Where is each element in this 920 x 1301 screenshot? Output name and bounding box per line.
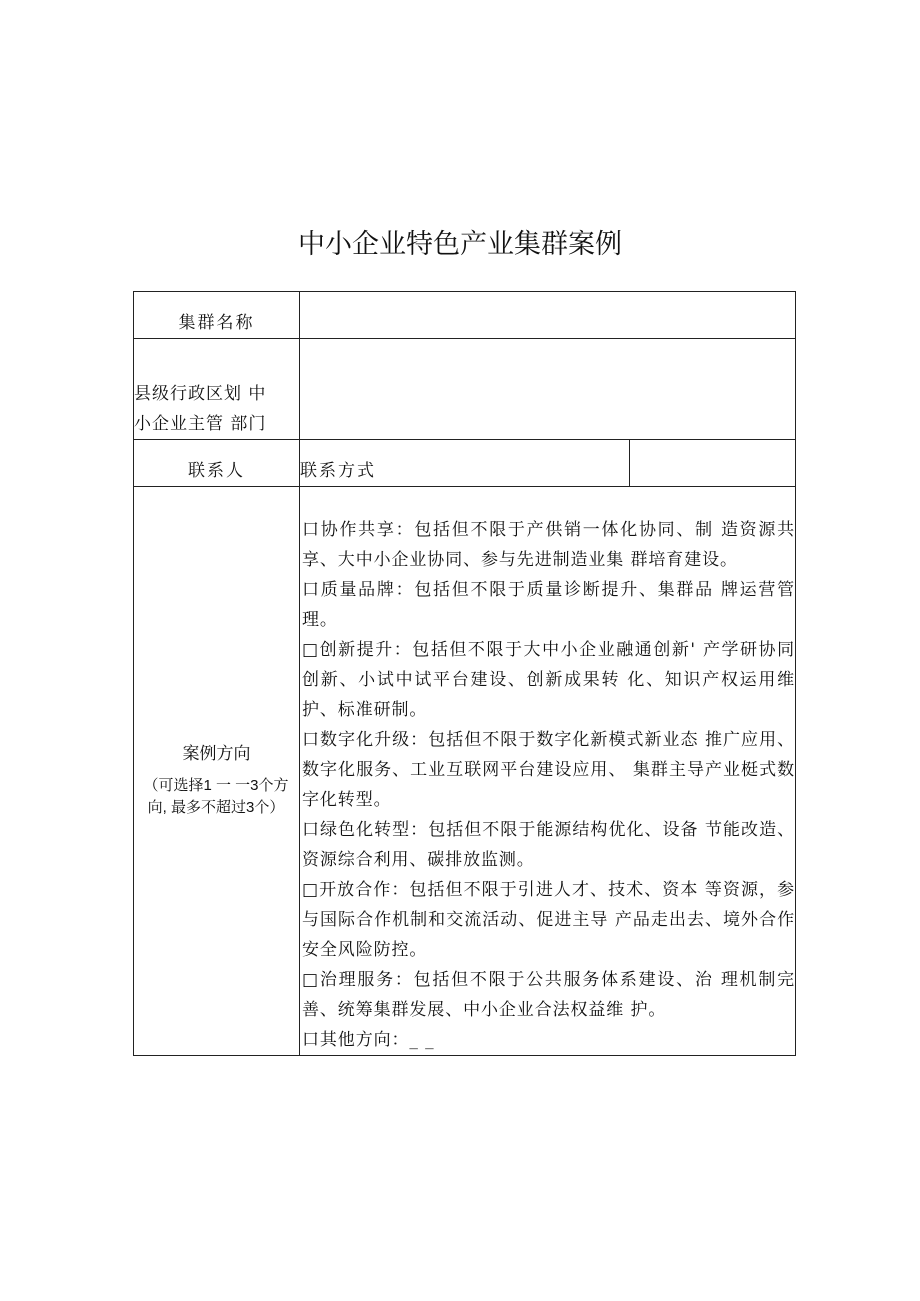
option-marker: 口 (302, 580, 321, 600)
option-marker: 口 (302, 1030, 320, 1050)
region-label-line2: 小企业主管 部门 (134, 414, 267, 434)
option-text: 协作共享：包括但不限于产供销一体化协同、制 造资源共享、大中小企业协同、参与先进制造业集 群培育建设。 (302, 520, 796, 570)
option-green-transition[interactable] (302, 815, 795, 875)
contact-method-field[interactable] (630, 440, 796, 487)
option-text: 开放合作：包括但不限于引进人才、技术、资本 等资源，参与国际合作机制和交流活动、促进主导 产品走出去、境外合作安全风险防控。 (302, 880, 796, 960)
contact-row (134, 440, 796, 487)
option-digital-upgrade[interactable] (302, 725, 795, 815)
option-marker: 口 (302, 820, 321, 840)
region-label (134, 339, 300, 440)
region-row (134, 339, 796, 440)
option-other[interactable] (302, 1025, 795, 1055)
region-field[interactable] (300, 339, 796, 440)
option-text: 数字化升级：包括但不限于数字化新模式新业态 推广应用、数字化服务、工业互联网平台建设应用、 集群主导产业梃式数字化转型。 (302, 730, 796, 810)
contact-person-label: 联系人 (134, 440, 300, 487)
option-marker: 口 (302, 730, 321, 750)
region-label-line1: 县级行政区划 中 (134, 384, 267, 404)
option-text: 绿色化转型：包括但不限于能源结构优化、设备 节能改造、资源综合利用、碳排放监测。 (302, 820, 796, 870)
cluster-name-field[interactable] (300, 292, 796, 339)
option-open-cooperation[interactable] (302, 875, 795, 965)
option-text: 治理服务：包括但不限于公共服务体系建设、治 理机制完善、统筹集群发展、中小企业合法权益维 护。 (302, 970, 796, 1020)
contact-person-field[interactable] (300, 440, 630, 487)
case-form-table (133, 291, 796, 1056)
direction-hint: （可选择1 一 一3个方向, 最多不超过3个） (143, 777, 289, 816)
direction-label-cell (134, 487, 300, 1056)
option-marker: 口 (302, 520, 321, 540)
option-text: 创新提升：包括但不限于大中小企业融通创新' 产学研协同创新、小试中试平台建设、创新成果转 化、知识产权运用维护、标准研制。 (302, 640, 796, 720)
option-marker: □ (302, 880, 320, 900)
option-quality-brand[interactable] (302, 575, 795, 635)
direction-row (134, 487, 796, 1056)
direction-label: 案例方向 (182, 744, 251, 764)
option-marker: □ (302, 640, 320, 660)
cluster-name-label: 集群名称 (134, 292, 300, 339)
option-text: 质量品牌：包括但不限于质量诊断提升、集群品 牌运营管理。 (302, 580, 796, 630)
cluster-name-row (134, 292, 796, 339)
contact-method-label: 联系方式 (300, 461, 376, 481)
option-innovation[interactable] (302, 635, 795, 725)
option-text: 其他方向：_ _ (319, 1030, 435, 1050)
direction-options (300, 487, 796, 1056)
option-collaboration[interactable] (302, 515, 795, 575)
option-governance[interactable] (302, 965, 795, 1025)
option-marker: □ (302, 970, 320, 990)
page-title: 中小企业特色产业集群案例 (298, 229, 622, 260)
